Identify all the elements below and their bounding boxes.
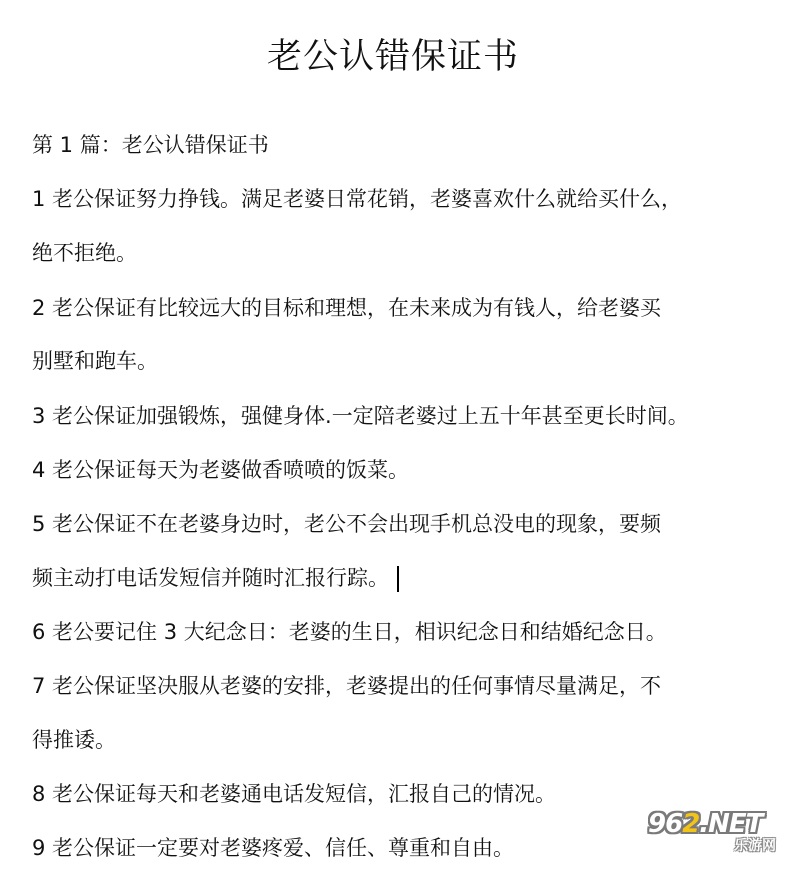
list-item: 5 老公保证不在老婆身边时，老公不会出现手机总没电的现象，要频 (32, 512, 662, 536)
list-item: 别墅和跑车。 (32, 349, 158, 373)
list-item: 6 老公要记住 3 大纪念日：老婆的生日，相识纪念日和结婚纪念日。 (32, 620, 667, 644)
watermark-logo: 962.NET (648, 809, 763, 839)
text-cursor (397, 566, 399, 592)
list-item-text: 频主动打电话发短信并随时汇报行踪。 (32, 566, 389, 590)
list-item: 7 老公保证坚决服从老婆的安排，老婆提出的任何事情尽量满足，不 (32, 674, 662, 698)
section-heading: 第 1 篇：老公认错保证书 (32, 133, 269, 157)
list-item: 8 老公保证每天和老婆通电话发短信，汇报自己的情况。 (32, 782, 557, 806)
list-item: 2 老公保证有比较远大的目标和理想，在未来成为有钱人，给老婆买 (32, 296, 662, 320)
list-item: 绝不拒绝。 (32, 241, 137, 265)
list-item: 3 老公保证加强锻炼，强健身体.一定陪老婆过上五十年甚至更长时间。 (32, 404, 689, 428)
site-watermark (648, 807, 780, 857)
list-item: 得推诿。 (32, 728, 116, 752)
list-item: 9 老公保证一定要对老婆疼爱、信任、尊重和自由。 (32, 836, 515, 860)
watermark-subtitle: 乐游网 (734, 838, 776, 854)
document-title: 老公认错保证书 (266, 37, 519, 77)
list-item: 4 老公保证每天为老婆做香喷喷的饭菜。 (32, 458, 410, 482)
list-item[interactable] (32, 551, 772, 605)
list-item: 1 老公保证努力挣钱。满足老婆日常花销，老婆喜欢什么就给买什么， (32, 187, 683, 211)
